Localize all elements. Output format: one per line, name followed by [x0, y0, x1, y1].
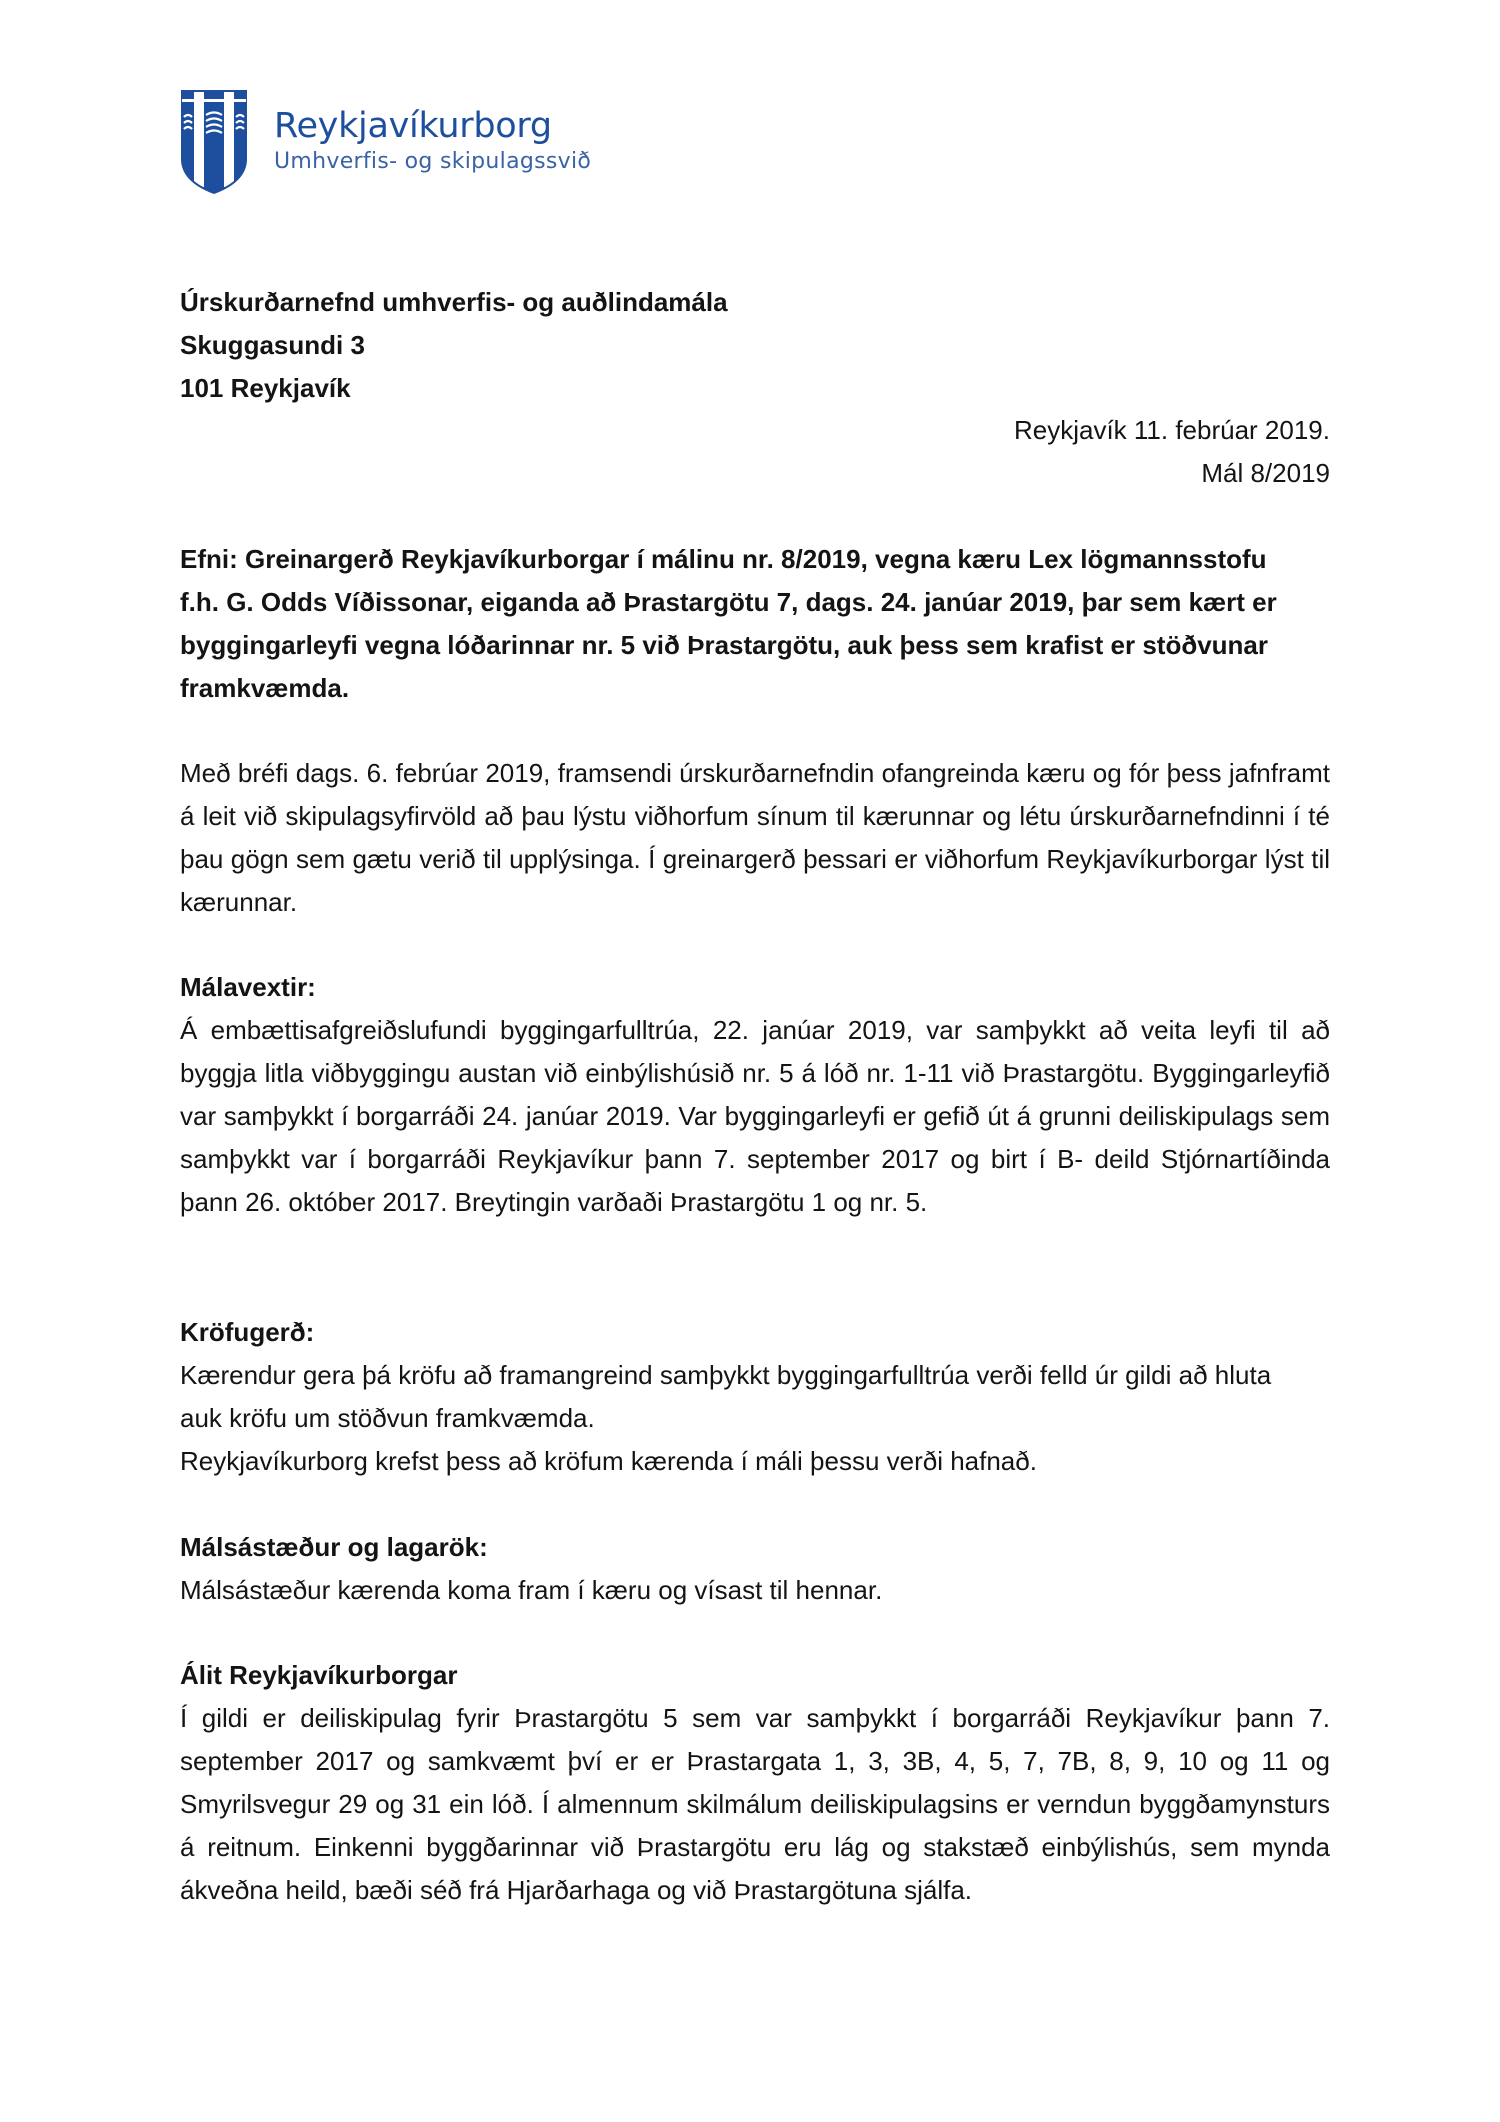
letterhead-logo	[180, 89, 591, 195]
subject-line: Efni: Greinargerð Reykjavíkurborgar í málinu nr. 8/2019, vegna kæru Lex lögmannsstofu f.h. G. Odds Víðissonar, eiganda að Þrastargötu 7, dags. 24. janúar 2019, þar sem kært er byggingarleyfi vegna lóðarinnar nr. 5 við Þrastargötu, auk þess sem krafist er stöðvunar framkvæmda.	[180, 544, 1277, 703]
letter-date: Reykjavík 11. febrúar 2019.	[1013, 415, 1330, 445]
section-malavextir	[180, 966, 1330, 1224]
section-paragraph: Á embættisafgreiðslufundi byggingarfulltrúa, 22. janúar 2019, var samþykkt að veita leyfi til að byggja litla viðbyggingu austan við einbýlishúsið nr. 5 á lóð nr. 1-11 við Þrastargötu. Byggingarleyfið var samþykkt í borgarráði 24. janúar 2019. Var byggingarleyfi er gefið út á grunni deiliskipulags sem samþykkt var í borgarráði Reykjavíkur þann 7. september 2017 og birt í B- deild Stjórnartíðinda þann 26. október 2017. Breytingin varðaði Þrastargötu 1 og nr. 5.	[180, 1015, 1330, 1217]
section-heading: Málavextir:	[180, 972, 316, 1002]
recipient-address	[180, 281, 1330, 410]
logo-text	[274, 107, 591, 176]
section-malsastaedur	[180, 1526, 1330, 1612]
section-heading: Álit Reykjavíkurborgar	[180, 1660, 458, 1690]
recipient-line: Skuggasundi 3	[180, 330, 365, 360]
department-name: Umhverfis- og skipulagssvið	[274, 149, 592, 174]
section-heading: Málsástæður og lagarök:	[180, 1532, 488, 1562]
intro-paragraph: Með bréfi dags. 6. febrúar 2019, framsendi úrskurðarnefndin ofangreinda kæru og fór þess jafnframt á leit við skipulagsyfirvöld að þau lýstu viðhorfum sínum til kærunnar og létu úrskurðarnefndinni í té þau gögn sem gætu verið til upplýsinga. Í greinargerð þessari er viðhorfum Reykjavíkurborgar lýst til kærunnar.	[180, 758, 1330, 917]
section-heading: Kröfugerð:	[180, 1317, 315, 1347]
section-alit	[180, 1654, 1330, 1912]
section-paragraph: Í gildi er deiliskipulag fyrir Þrastargötu 5 sem var samþykkt í borgarráði Reykjavíkur þann 7. september 2017 og samkvæmt því er er Þrastargata 1, 3, 3B, 4, 5, 7, 7B, 8, 9, 10 og 11 og Smyrilsvegur 29 og 31 ein lóð. Í almennum skilmálum deiliskipulagsins er verndun byggðamynsturs á reitnum. Einkenni byggðarinnar við Þrastargötu eru lág og stakstæð einbýlishús, sem mynda ákveðna heild, bæði séð frá Hjarðarhaga og við Þrastargötuna sjálfa.	[180, 1703, 1330, 1905]
organization-name: Reykjavíkurborg	[274, 106, 552, 146]
case-number: Mál 8/2019	[1201, 458, 1330, 488]
dateline	[1014, 409, 1330, 495]
section-paragraph: Reykjavíkurborg krefst þess að kröfum kærenda í máli þessu verði hafnað.	[180, 1446, 1037, 1476]
recipient-line: Úrskurðarnefnd umhverfis- og auðlindamála	[180, 287, 728, 317]
section-paragraph: Málsástæður kærenda koma fram í kæru og vísast til hennar.	[180, 1575, 883, 1605]
reykjavik-coat-of-arms-icon	[180, 89, 248, 195]
recipient-line: 101 Reykjavík	[180, 373, 351, 403]
section-krofugerd	[180, 1311, 1300, 1483]
section-paragraph: Kærendur gera þá kröfu að framangreind samþykkt byggingarfulltrúa verði felld úr gildi að hluta auk kröfu um stöðvun framkvæmda.	[180, 1360, 1272, 1433]
